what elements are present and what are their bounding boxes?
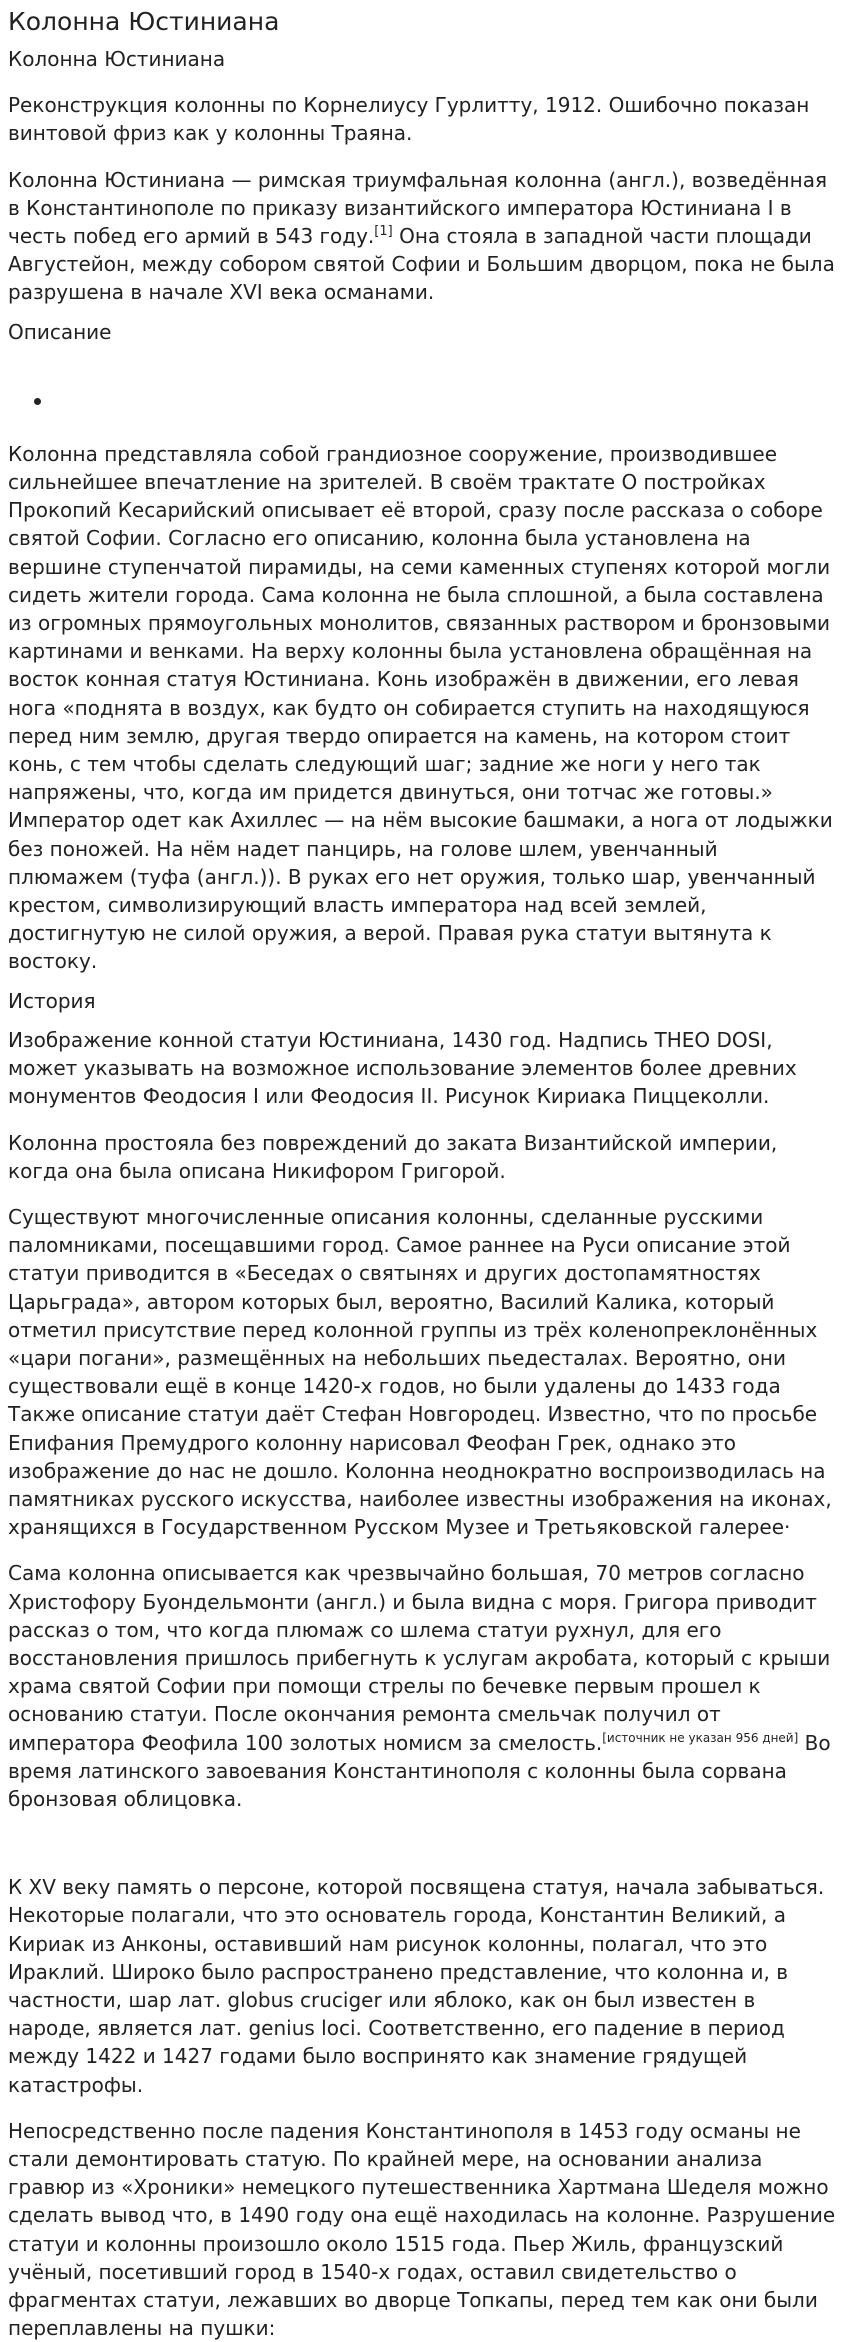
- article-subtitle: Колонна Юстиниана: [8, 47, 226, 71]
- bullet-icon: [34, 398, 41, 405]
- history-image-caption: Изображение конной статуи Юстиниана, 1430 год. Надпись THEO DOSI, может указывать на возможное использование элементов более древних монументов Феодосия I или Феодосия II. Рисунок Кириака Пиццеколли.: [8, 1027, 797, 1109]
- history-paragraph-3-text: Сама колонна описывается как чрезвычайно большая, 70 метров согласно Христофору Буондельмонти (англ.) и была видна с моря. Григора приводит рассказ о том, что когда плюмаж со шлема статуи рухнул, для его восстановления пришлось прибегнуть к услугам акробата, который с крыши храма святой Софии при помощи стрелы по бечевке первым прошел к основанию статуи. После окончания ремонта смельчак получил от императора Феофила 100 золотых номисм за смелость.: [8, 1561, 831, 1755]
- history-paragraph-1: Колонна простояла без повреждений до заката Византийской империи, когда она была описана Никифором Григорой.: [8, 1130, 778, 1183]
- intro-text-continued: Она стояла в западной части площади Августейон, между собором святой Софии и Большим дворцом, пока не была разрушена в начале XVI века османами.: [8, 224, 835, 305]
- bullet-list: [8, 346, 839, 440]
- citation-needed-note[interactable]: [источник не указан 956 дней]: [602, 1730, 799, 1745]
- intro-paragraph: [8, 166, 839, 307]
- history-paragraph-4: К XV веку память о персоне, которой посвящена статуя, начала забываться. Некоторые полагали, что это основатель города, Константин Великий, а Кириак из Анконы, оставивший нам рисунок колонны, полагал, что это Ираклий. Широко было распространено представление, что колонна и, в частности, шар лат. globus cruciger или яблоко, как он был известен в народе, является лат. genius loci. Соответственно, его падение в период между 1422 и 1427 годами было воспринято как знамение грядущей катастрофы.: [8, 1875, 825, 2097]
- intro-text: Колонна Юстиниана — римская триумфальная колонна (англ.), возведённая в Константинополе по приказу византийского императора Юстиниана I в честь побед его армий в 543 году.: [8, 167, 827, 249]
- image-caption: Реконструкция колонны по Корнелиусу Гурлитту, 1912. Ошибочно показан винтовой фриз как у колонны Траяна.: [8, 93, 810, 146]
- page-title: Колонна Юстиниана: [8, 7, 280, 36]
- article: [0, 7, 847, 2342]
- history-paragraph-3-continued: Во время латинского завоевания Константинополя с колонны была сорвана бронзовая облицовка.: [8, 1730, 831, 1811]
- section-heading-description: Описание: [8, 319, 112, 344]
- history-paragraph-2: Существуют многочисленные описания колонны, сделанные русскими паломниками, посещавшими город. Самое раннее на Руси описание этой статуи приводится в «Беседах о святынях и других достопамятностях Царьграда», автором которых был, вероятно, Василий Калика, который отметил присутствие перед колонной группы из трёх коленопреклонённых «цари погани», размещённых на небольших пьедесталах. Вероятно, они существовали ещё в конце 1420-х годов, но были удалены до 1433 года Также описание статуи даёт Стефан Новгородец. Известно, что по просьбе Епифания Премудрого колонну нарисовал Феофан Грек, однако это изображение до нас не дошло. Колонна неоднократно воспроизводилась на памятниках русского искусства, наиболее известны изображения на иконах, хранящихся в Государственном Русском Музее и Третьяковской галерее·: [8, 1204, 832, 1540]
- spacer: [8, 1813, 839, 1873]
- section-heading-history: История: [8, 988, 96, 1013]
- reference-link[interactable]: [1]: [374, 224, 393, 240]
- history-paragraph-5: Непосредственно после падения Константинополя в 1453 году османы не стали демонтировать статую. По крайней мере, на основании анализа гравюр из «Хроники» немецкого путешественника Хартмана Шеделя можно сделать вывод что, в 1490 году она ещё находилась на колонне. Разрушение статуи и колонны произошло около 1515 года. Пьер Жиль, французский учёный, посетивший город в 1540-х годах, оставил свидетельство о фрагментах статуи, лежавших во дворце Топкапы, перед тем как они были переплавлены на пушки:: [8, 2118, 836, 2341]
- description-paragraph: Колонна представляла собой грандиозное сооружение, производившее сильнейшее впечатление на зрителей. В своём трактате О постройках Прокопий Кесарийский описывает её второй, сразу после рассказа о соборе святой Софии. Согласно его описанию, колонна была установлена на вершине ступенчатой пирамиды, на семи каменных ступенях которой могли сидеть жители города. Сама колонна не была сплошной, а была составлена из огромных прямоугольных монолитов, связанных раствором и бронзовыми картинами и венками. На верху колонны была установлена обращённая на восток конная статуя Юстиниана. Конь изображён в движении, его левая нога «поднята в воздух, как будто он собирается ступить на находящуюся перед ним землю, другая твердо опирается на камень, на котором стоит конь, с тем чтобы сделать следующий шаг; задние же ноги у него так напряжены, что, когда им придется двинуться, они тотчас же готовы.» Император одет как Ахиллес — на нём высокие башмаки, а нога от лодыжки без поножей. На нём надет панцирь, на голове шлем, увенчанный плюмажем (туфа (англ.)). В руках его нет оружия, только шар, увенчанный крестом, символизирующий власть императора над всей землей, достигнутую не силой оружия, а верой. Правая рука статуи вытянута к востоку.: [8, 441, 833, 974]
- history-paragraph-3: [8, 1559, 839, 1813]
